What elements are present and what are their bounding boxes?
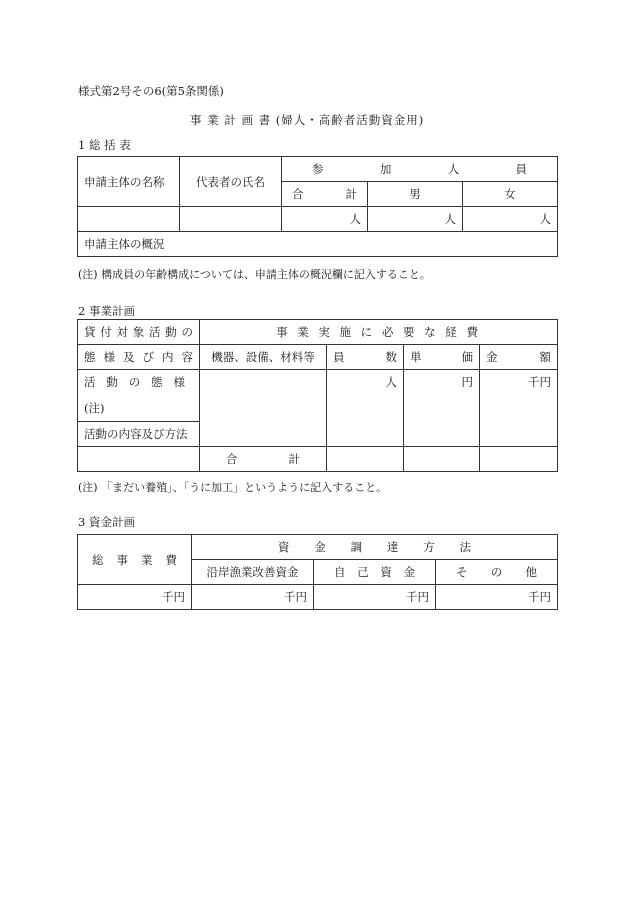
section1-heading: 1 総 括 表: [78, 138, 131, 152]
other-funds-cell[interactable]: 千円: [436, 585, 558, 610]
col-male: 男: [368, 182, 463, 207]
section2-heading: 2 事業計画: [78, 304, 135, 318]
form-label: 様式第2号その6(第5条関係): [78, 84, 224, 98]
col-applicant-name: 申請主体の名称: [78, 157, 180, 207]
business-plan-table: [77, 319, 558, 472]
funding-plan-table: [77, 534, 558, 610]
expenses-header: 事 業 実 施 に 必 要 な 経 費: [200, 320, 558, 345]
activity-content-cell[interactable]: [78, 446, 200, 471]
female-persons-cell[interactable]: 人: [463, 207, 558, 232]
col-total: 合 計: [282, 182, 368, 207]
col-own-funds: 自 己 資 金: [314, 560, 436, 585]
section1-note: (注) 構成員の年齢構成については、申請主体の概況欄に記入すること。: [78, 268, 431, 281]
col-representative: 代表者の氏名: [180, 157, 282, 207]
col-amount: 金 額: [480, 345, 558, 370]
activity-mode-label: 活 動 の 態 様: [78, 370, 200, 395]
total-persons-cell[interactable]: 人: [282, 207, 368, 232]
unit-price-cell[interactable]: 円: [404, 370, 480, 447]
applicant-name-cell[interactable]: [78, 207, 180, 232]
section3-heading: 3 資金計画: [78, 515, 135, 529]
male-persons-cell[interactable]: 人: [368, 207, 463, 232]
total-count-cell[interactable]: [327, 446, 404, 471]
overview-cell[interactable]: 申請主体の概況: [78, 232, 558, 257]
col-other: そ の 他: [436, 560, 558, 585]
representative-cell[interactable]: [180, 207, 282, 232]
col-equipment: 機器、設備、材料等: [200, 345, 327, 370]
total-unit-price-cell[interactable]: [404, 446, 480, 471]
participants-header: 参 加 人 員: [282, 157, 558, 182]
count-cell[interactable]: 人: [327, 370, 404, 447]
col-unit-price: 単 価: [404, 345, 480, 370]
activity-note: (注): [78, 395, 200, 422]
total-label: 合 計: [200, 446, 327, 471]
document-title: 事 業 計 画 書 (婦人・高齢者活動資金用): [190, 113, 425, 127]
total-amount-cell[interactable]: [480, 446, 558, 471]
amount-cell[interactable]: 千円: [480, 370, 558, 447]
col-activity-line1: 貸 付 対 象 活 動 の: [78, 320, 200, 345]
total-cost-cell[interactable]: 千円: [78, 585, 192, 610]
col-activity-line2: 態 様 及 び 内 容: [78, 345, 200, 370]
funding-header: 資 金 調 達 方 法: [192, 535, 558, 560]
equipment-cell[interactable]: [200, 370, 327, 447]
summary-table: [77, 156, 558, 257]
col-total-cost: 総 事 業 費: [78, 535, 192, 585]
col-coastal-fund: 沿岸漁業改善資金: [192, 560, 314, 585]
coastal-fund-cell[interactable]: 千円: [192, 585, 314, 610]
activity-content-label: 活動の内容及び方法: [78, 421, 200, 446]
own-funds-cell[interactable]: 千円: [314, 585, 436, 610]
col-count: 員 数: [327, 345, 404, 370]
section2-note: (注) 「まだい養殖」、「うに加工」というように記入すること。: [78, 481, 388, 494]
col-female: 女: [463, 182, 558, 207]
